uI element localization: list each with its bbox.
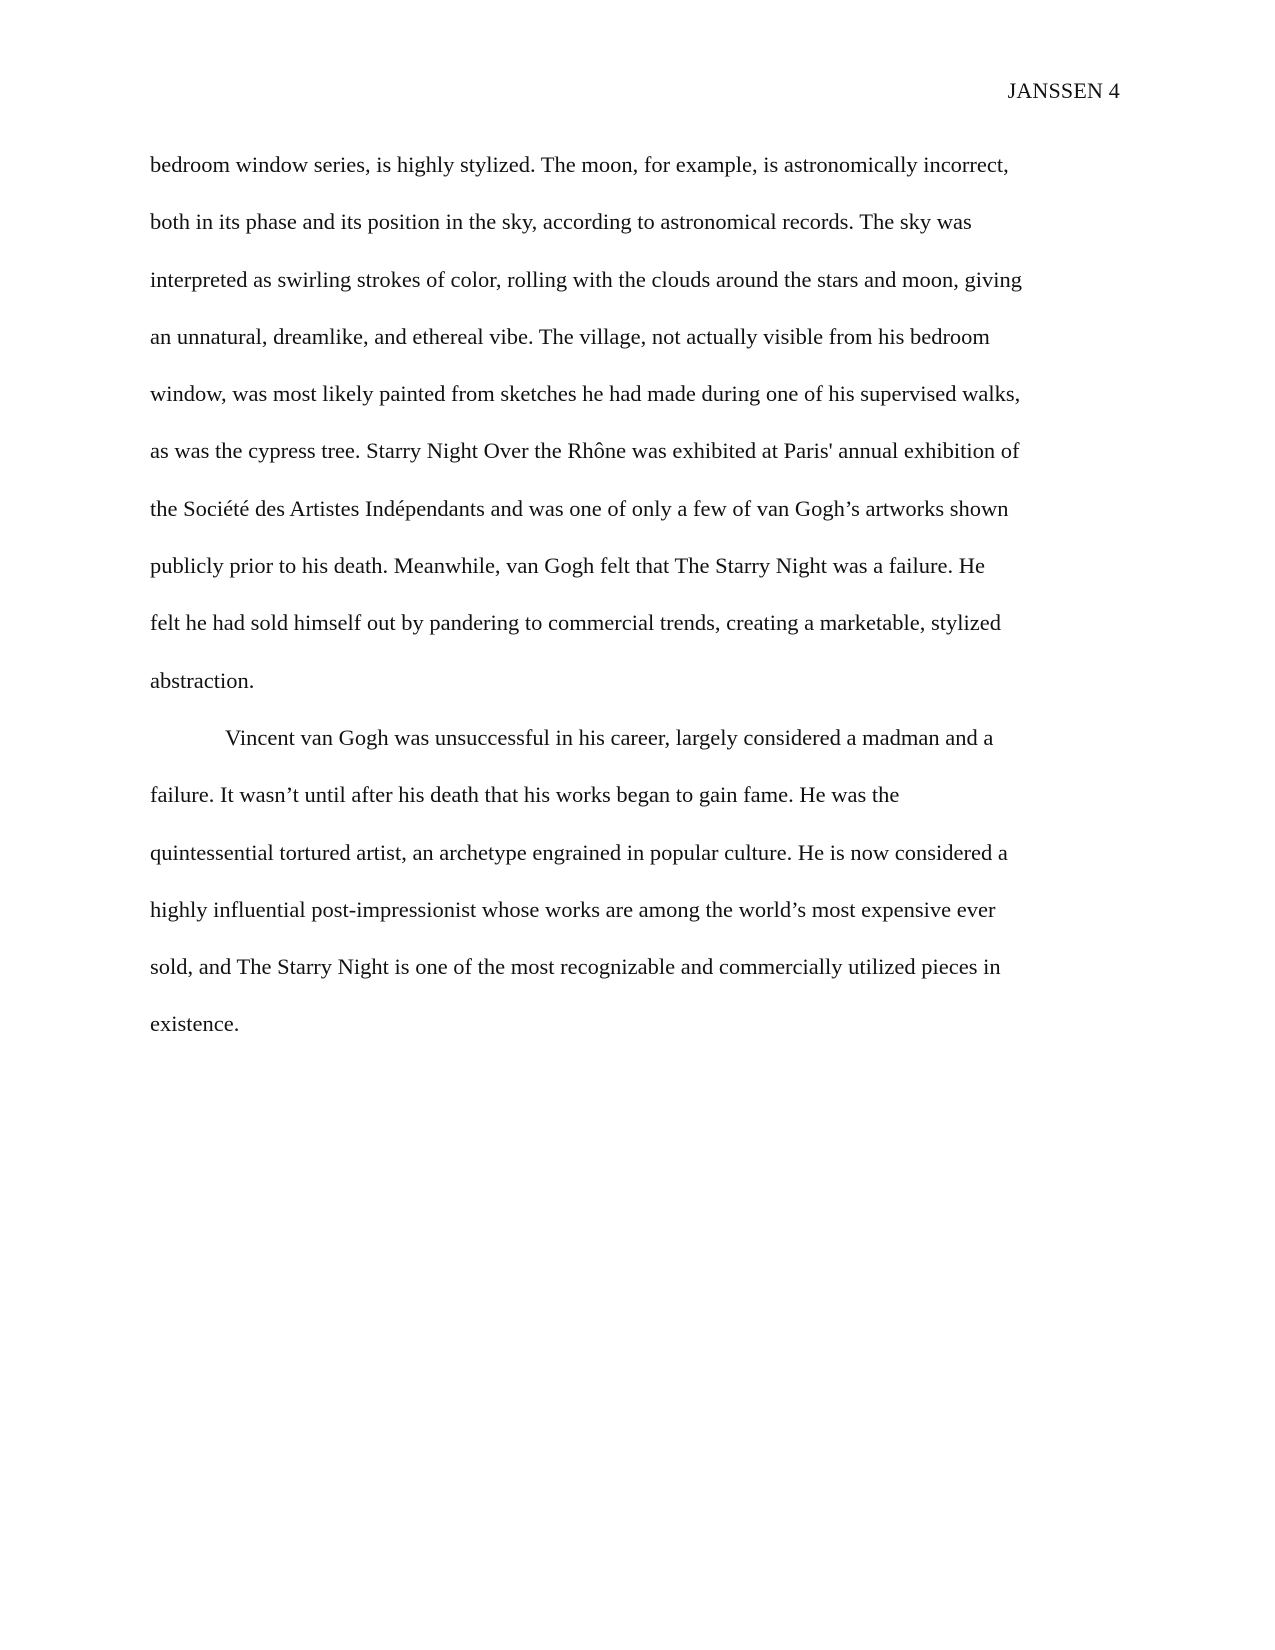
text-line: as was the cypress tree. Starry Night Over the Rhône was exhibited at Paris' annual exhibition of (150, 438, 1020, 464)
text-line: interpreted as swirling strokes of color, rolling with the clouds around the stars and moon, giving (150, 266, 1023, 292)
body-text (150, 150, 1120, 1067)
text-line: publicly prior to his death. Meanwhile, van Gogh felt that The Starry Night was a failure. He (150, 553, 985, 579)
text-line: Vincent van Gogh was unsuccessful in his career, largely considered a madman and a (225, 724, 994, 750)
text-line: highly influential post-impressionist whose works are among the world’s most expensive ever (150, 896, 996, 922)
paragraph-2 (150, 723, 1120, 1067)
text-line: felt he had sold himself out by pandering to commercial trends, creating a marketable, stylized (150, 610, 1001, 636)
text-line: bedroom window series, is highly stylized. The moon, for example, is astronomically incorrect, (150, 152, 1009, 177)
text-line: both in its phase and its position in the sky, according to astronomical records. The sky was (150, 209, 972, 235)
text-line: the Société des Artistes Indépendants and was one of only a few of van Gogh’s artworks shown (150, 495, 1009, 521)
text-line: window, was most likely painted from sketches he had made during one of his supervised walks, (150, 381, 1021, 407)
paragraph-1 (150, 150, 1120, 723)
text-line: sold, and The Starry Night is one of the most recognizable and commercially utilized pieces in (150, 954, 1001, 980)
text-line: quintessential tortured artist, an archetype engrained in popular culture. He is now considered a (150, 839, 1008, 865)
text-line: an unnatural, dreamlike, and ethereal vibe. The village, not actually visible from his bedroom (150, 323, 990, 349)
text-line: existence. (150, 1011, 240, 1037)
text-line: abstraction. (150, 667, 255, 693)
text-line: failure. It wasn’t until after his death that his works began to gain fame. He was the (150, 782, 900, 808)
running-head: JANSSEN 4 (1007, 78, 1120, 103)
